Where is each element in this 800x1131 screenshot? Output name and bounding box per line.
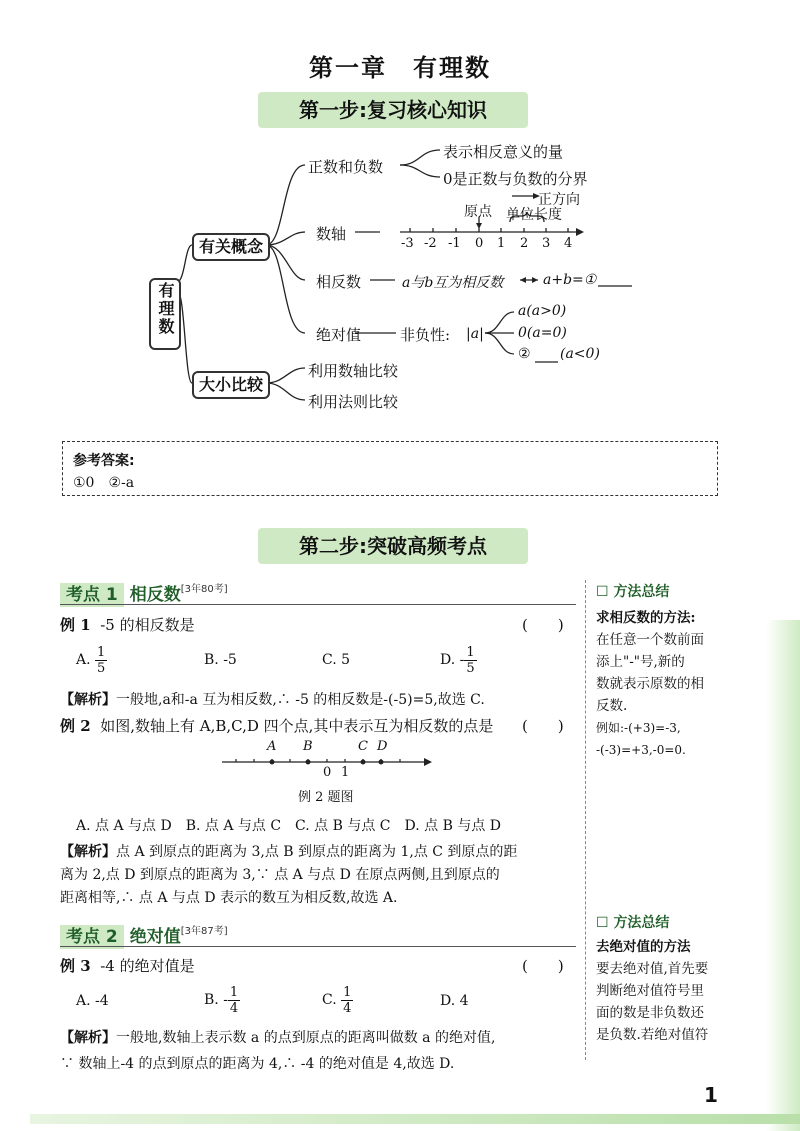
opposite-text: a与b互为相反数 <box>402 275 504 291</box>
side-note-2 <box>596 912 746 1046</box>
tick: 2 <box>520 236 529 251</box>
ex1-paren: ( ) <box>522 616 564 634</box>
label-positive-dir: 正方向 <box>538 192 580 208</box>
label-c: C <box>358 739 368 754</box>
abs-symbol: |a| <box>466 326 484 342</box>
answers-label: 参考答案: <box>73 453 135 469</box>
page-number: 1 <box>704 1083 718 1107</box>
tick: -1 <box>448 236 461 251</box>
side-note-1 <box>596 581 746 761</box>
abs-case-zero: 0(a=0) <box>518 325 567 341</box>
tick: -2 <box>424 236 437 251</box>
label-d: D <box>377 739 388 754</box>
kd2-frequency: [3年87考] <box>180 926 228 937</box>
kd1-tag: 考点 1 <box>60 583 124 607</box>
ex1-option-a: A. $\frac{1}{5}$ <box>76 644 106 676</box>
node-pos-neg-a: 表示相反意义的量 <box>443 143 564 161</box>
ex2-caption: 例 2 题图 <box>298 790 354 805</box>
kd2-tag: 考点 2 <box>60 925 124 949</box>
label-b: B <box>303 739 313 754</box>
label-unit-length: 单位长度 <box>506 207 562 223</box>
ex1-question: 例 1 -5 的相反数是 <box>60 616 195 634</box>
kd2-title: 绝对值 <box>129 927 181 947</box>
node-opposite: 相反数 <box>316 273 362 291</box>
branch-compare: 大小比较 <box>192 371 270 399</box>
tick: -3 <box>401 236 414 251</box>
side2-title: ☐ 方法总结 <box>596 915 670 931</box>
node-cmp-rule: 利用法则比较 <box>308 393 399 411</box>
side1-line: 反数. <box>596 698 628 714</box>
node-number-line: 数轴 <box>316 225 347 243</box>
tick: 3 <box>542 236 551 251</box>
abs-case-neg-num: ② <box>518 346 531 362</box>
ex1-analysis: 【解析】一般地,a和-a 互为相反数,∴ -5 的相反数是-(-5)=5,故选 C. <box>60 692 485 708</box>
kd1-frequency: [3年80考] <box>180 584 228 595</box>
side1-line: 在任意一个数前面 <box>596 632 704 648</box>
step2-banner: 第二步:突破高频考点 <box>258 528 528 564</box>
answers-text: ①0 ②-a <box>73 475 135 491</box>
ex3-option-c: C. $\frac{1}{4}$ <box>322 984 352 1016</box>
ex2-question: 例 2 如图,数轴上有 A,B,C,D 四个点,其中表示互为相反数的点是 <box>60 717 494 735</box>
label-one: 1 <box>341 765 350 780</box>
kd1-title: 相反数 <box>129 585 181 605</box>
ex1-option-c: C. 5 <box>322 652 351 668</box>
label-origin: 原点 <box>464 204 492 220</box>
side1-line: 数就表示原数的相 <box>596 676 704 692</box>
bottom-edge-decoration <box>30 1114 800 1124</box>
side1-line: 添上"-"号,新的 <box>596 654 685 670</box>
mindmap-lines <box>0 130 800 430</box>
side2-head: 去绝对值的方法 <box>596 939 691 955</box>
branch-concepts: 有关概念 <box>192 233 270 261</box>
ex3-question: 例 3 -4 的绝对值是 <box>60 957 195 975</box>
side2-line: 判断绝对值符号里 <box>596 983 704 999</box>
opposite-eq: a+b=① <box>543 272 597 288</box>
kd2-rule <box>60 946 576 947</box>
root-node <box>149 278 181 350</box>
ex2-paren: ( ) <box>522 717 564 735</box>
ex2-options: A. 点 A 与点 D B. 点 A 与点 C C. 点 B 与点 C D. 点 B 与点 D <box>76 818 502 834</box>
abs-case-neg-cond: (a<0) <box>560 346 600 362</box>
kd1-header <box>60 580 228 604</box>
step1-banner: 第一步:复习核心知识 <box>258 92 528 128</box>
tick: 0 <box>475 236 484 251</box>
ex3-analysis: 【解析】一般地,数轴上表示数 a 的点到原点的距离叫做数 a 的绝对值, ∵ 数轴上-4 的点到原点的距离为 4,∴ -4 的绝对值是 4,故选 D. <box>60 1030 496 1072</box>
ex1-option-b: B. -5 <box>204 652 237 668</box>
node-abs: 绝对值 <box>316 326 362 344</box>
side2-line: 面的数是非负数还 <box>596 1005 704 1021</box>
ex2-analysis: 【解析】点 A 到原点的距离为 3,点 B 到原点的距离为 1,点 C 到原点的距 离为 2,点 D 到原点的距离为 3,∵ 点 A 与点 D 在原点两侧,且到原点的 距离相等,∴ 点 A 与点 D 表示的数互为相反数,故选 A. <box>60 844 518 906</box>
side1-title: ☐ 方法总结 <box>596 584 670 600</box>
side2-line: 是负数.若绝对值符 <box>596 1027 709 1043</box>
side1-example: 例如:-(+3)=-3, <box>596 721 681 735</box>
abs-case-pos: a(a>0) <box>518 303 567 319</box>
ex3-option-a: A. -4 <box>76 993 109 1009</box>
ex2-labels <box>220 740 440 780</box>
abs-nonneg: 非负性: <box>400 326 451 344</box>
mindmap-ticks <box>398 236 588 252</box>
node-pos-neg: 正数和负数 <box>308 158 384 176</box>
root-label: 有理数 <box>156 282 175 336</box>
node-cmp-numberline: 利用数轴比较 <box>308 362 399 380</box>
kd2-header <box>60 922 228 946</box>
label-zero: 0 <box>323 765 332 780</box>
ex3-option-d: D. 4 <box>440 993 469 1009</box>
sidebar-divider <box>585 580 587 1060</box>
kd1-rule <box>60 604 576 605</box>
ex1-option-d: D. - $\frac{1}{5}$ <box>440 644 475 676</box>
side1-head: 求相反数的方法: <box>596 610 696 626</box>
page-edge-decoration <box>766 620 800 1131</box>
ex3-option-b: B. - $\frac{1}{4}$ <box>204 984 239 1016</box>
side2-line: 要去绝对值,首先要 <box>596 961 709 977</box>
tick: 1 <box>497 236 506 251</box>
chapter-title: 第一章 有理数 <box>309 54 491 82</box>
node-pos-neg-b: 0是正数与负数的分界 <box>443 170 588 188</box>
tick: 4 <box>564 236 573 251</box>
side1-example: -(-3)=+3,-0=0. <box>596 743 686 757</box>
answers-box <box>62 441 718 496</box>
ex3-paren: ( ) <box>522 957 564 975</box>
label-a: A <box>267 739 277 754</box>
